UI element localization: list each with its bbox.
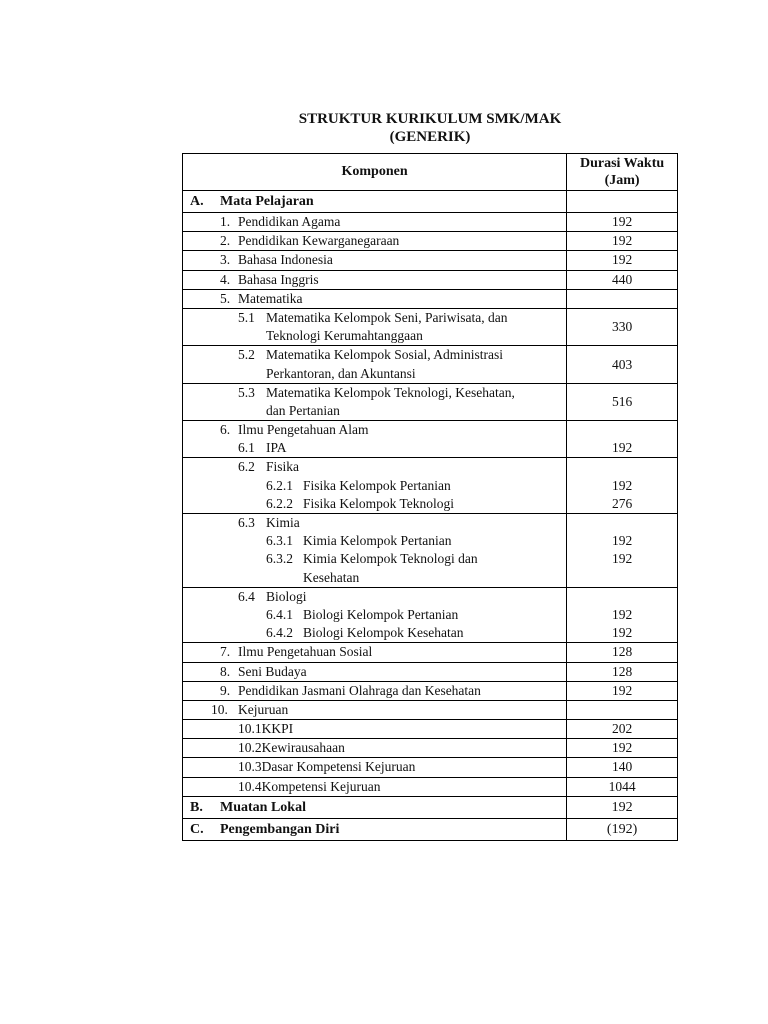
- section-value: 192: [611, 799, 633, 815]
- item-label: Kejuruan: [238, 701, 289, 717]
- table-row: [183, 777, 678, 796]
- item-label: Kimia Kelompok Teknologi dan: [303, 551, 478, 567]
- table-row: [183, 681, 678, 700]
- item-label: Biologi Kelompok Pertanian: [303, 606, 459, 622]
- item-label: Kimia Kelompok Pertanian: [303, 533, 452, 549]
- item-number: 6.4.2: [266, 625, 293, 641]
- item-value: 192: [611, 606, 633, 622]
- item-number: 3.: [220, 252, 231, 268]
- item-number: 6.4: [238, 588, 255, 604]
- table-row: [183, 662, 678, 681]
- item-value: 192: [611, 233, 633, 249]
- item-label: Fisika Kelompok Teknologi: [303, 495, 455, 511]
- item-number: 5.1: [238, 309, 255, 325]
- item-value: 192: [611, 625, 633, 641]
- table-row: [183, 346, 678, 383]
- item-label: Pendidikan Kewarganegaraan: [238, 233, 400, 249]
- item-label: Seni Budaya: [238, 663, 307, 679]
- item-number: 6.: [220, 422, 231, 438]
- item-number: 6.2.1: [266, 477, 293, 493]
- table-row: [183, 232, 678, 251]
- table-row: [183, 739, 678, 758]
- table-row: [183, 383, 678, 420]
- item-number: 5.3: [238, 384, 255, 400]
- item-label: 10.2Kewirausahaan: [238, 740, 345, 756]
- item-number: 5.2: [238, 347, 255, 363]
- item-value: 128: [611, 663, 633, 679]
- table-row: [183, 251, 678, 270]
- item-value: 192: [611, 533, 633, 549]
- table-header-row: [183, 154, 678, 191]
- section-row-b: [183, 796, 678, 818]
- item-number: 6.2.2: [266, 495, 293, 511]
- item-label: Matematika Kelompok Teknologi, Kesehatan,: [266, 384, 515, 400]
- item-label: IPA: [266, 440, 287, 456]
- item-label: Pendidikan Jasmani Olahraga dan Kesehatan: [238, 682, 481, 698]
- item-label-continued: dan Pertanian: [266, 402, 340, 418]
- item-number: 2.: [220, 233, 231, 249]
- section-row-c: [183, 818, 678, 840]
- item-label: Ilmu Pengetahuan Sosial: [238, 644, 373, 660]
- item-number: 6.3.1: [266, 533, 293, 549]
- section-label: Muatan Lokal: [220, 799, 306, 815]
- item-value: 516: [567, 383, 678, 420]
- item-value: 140: [611, 759, 633, 775]
- section-letter: B.: [190, 799, 203, 815]
- header-durasi: [567, 154, 678, 191]
- item-label: Matematika Kelompok Seni, Pariwisata, dan: [266, 309, 508, 325]
- curriculum-table: [182, 153, 678, 841]
- item-number: 6.3.2: [266, 551, 293, 567]
- section-value: (192): [606, 821, 638, 837]
- item-label: 10.1KKPI: [238, 721, 294, 737]
- item-label: Biologi Kelompok Kesehatan: [303, 625, 464, 641]
- item-value: 192: [611, 551, 633, 567]
- section-label: Mata Pelajaran: [220, 194, 314, 209]
- item-label: Pendidikan Agama: [238, 214, 341, 229]
- document-title: STRUKTUR KURIKULUM SMK/MAK: [298, 111, 562, 127]
- section-letter: A.: [190, 194, 204, 209]
- item-number: 1.: [220, 214, 231, 229]
- item-label: Kimia: [266, 515, 300, 530]
- item-label: Fisika Kelompok Pertanian: [303, 477, 451, 493]
- item-label-continued: Teknologi Kerumahtanggaan: [266, 328, 423, 344]
- table-row: [183, 213, 678, 232]
- item-value: 330: [567, 308, 678, 345]
- document-subtitle: (GENERIK): [389, 129, 471, 145]
- item-label: Bahasa Indonesia: [238, 252, 333, 268]
- item-label-continued: Perkantoran, dan Akuntansi: [266, 365, 416, 381]
- item-value: 192: [611, 214, 633, 229]
- item-value: 192: [611, 682, 633, 698]
- table-row: [183, 289, 678, 308]
- table-row: [183, 758, 678, 777]
- table-row: [183, 514, 678, 588]
- item-value: 276: [611, 495, 633, 511]
- item-number: 7.: [220, 644, 231, 660]
- table-row: [183, 421, 678, 458]
- item-value: 202: [611, 721, 633, 737]
- item-value: 1044: [608, 778, 636, 794]
- item-value: 192: [611, 440, 633, 456]
- table-row: [183, 270, 678, 289]
- item-value: 440: [611, 271, 633, 287]
- item-number: 4.: [220, 271, 231, 287]
- item-number: 6.2: [238, 459, 255, 475]
- item-label: Fisika: [266, 459, 300, 475]
- table-row: [183, 458, 678, 514]
- item-label: 10.4Kompetensi Kejuruan: [238, 778, 381, 794]
- table-row: [183, 587, 678, 643]
- item-value: 128: [611, 644, 633, 660]
- table-row: [183, 643, 678, 662]
- item-number: 6.4.1: [266, 606, 293, 622]
- section-label: Pengembangan Diri: [220, 821, 340, 837]
- table-row: [183, 720, 678, 739]
- item-value: 192: [611, 477, 633, 493]
- item-number: 10.: [211, 701, 228, 717]
- item-value: 403: [567, 346, 678, 383]
- item-number: 9.: [220, 682, 231, 698]
- section-row-a: [183, 191, 678, 213]
- table-row: [183, 308, 678, 345]
- item-number: 6.1: [238, 440, 255, 456]
- item-number: 6.3: [238, 515, 255, 530]
- section-letter: C.: [190, 821, 204, 837]
- table-row: [183, 700, 678, 719]
- item-number: 5.: [220, 290, 231, 306]
- item-value: 192: [611, 740, 633, 756]
- item-label: Biologi: [266, 588, 307, 604]
- header-durasi-line1: Durasi Waktu: [579, 156, 665, 171]
- header-komponen: Komponen: [183, 154, 567, 191]
- item-label: Bahasa Inggris: [238, 271, 319, 287]
- header-durasi-line2: (Jam): [604, 173, 640, 188]
- item-label: Ilmu Pengetahuan Alam: [238, 422, 369, 438]
- item-label: 10.3Dasar Kompetensi Kejuruan: [238, 759, 416, 775]
- item-label: Matematika: [238, 290, 303, 306]
- item-value: 192: [611, 252, 633, 268]
- item-label: Matematika Kelompok Sosial, Administrasi: [266, 347, 503, 363]
- item-number: 8.: [220, 663, 231, 679]
- item-label-continued: Kesehatan: [303, 569, 360, 585]
